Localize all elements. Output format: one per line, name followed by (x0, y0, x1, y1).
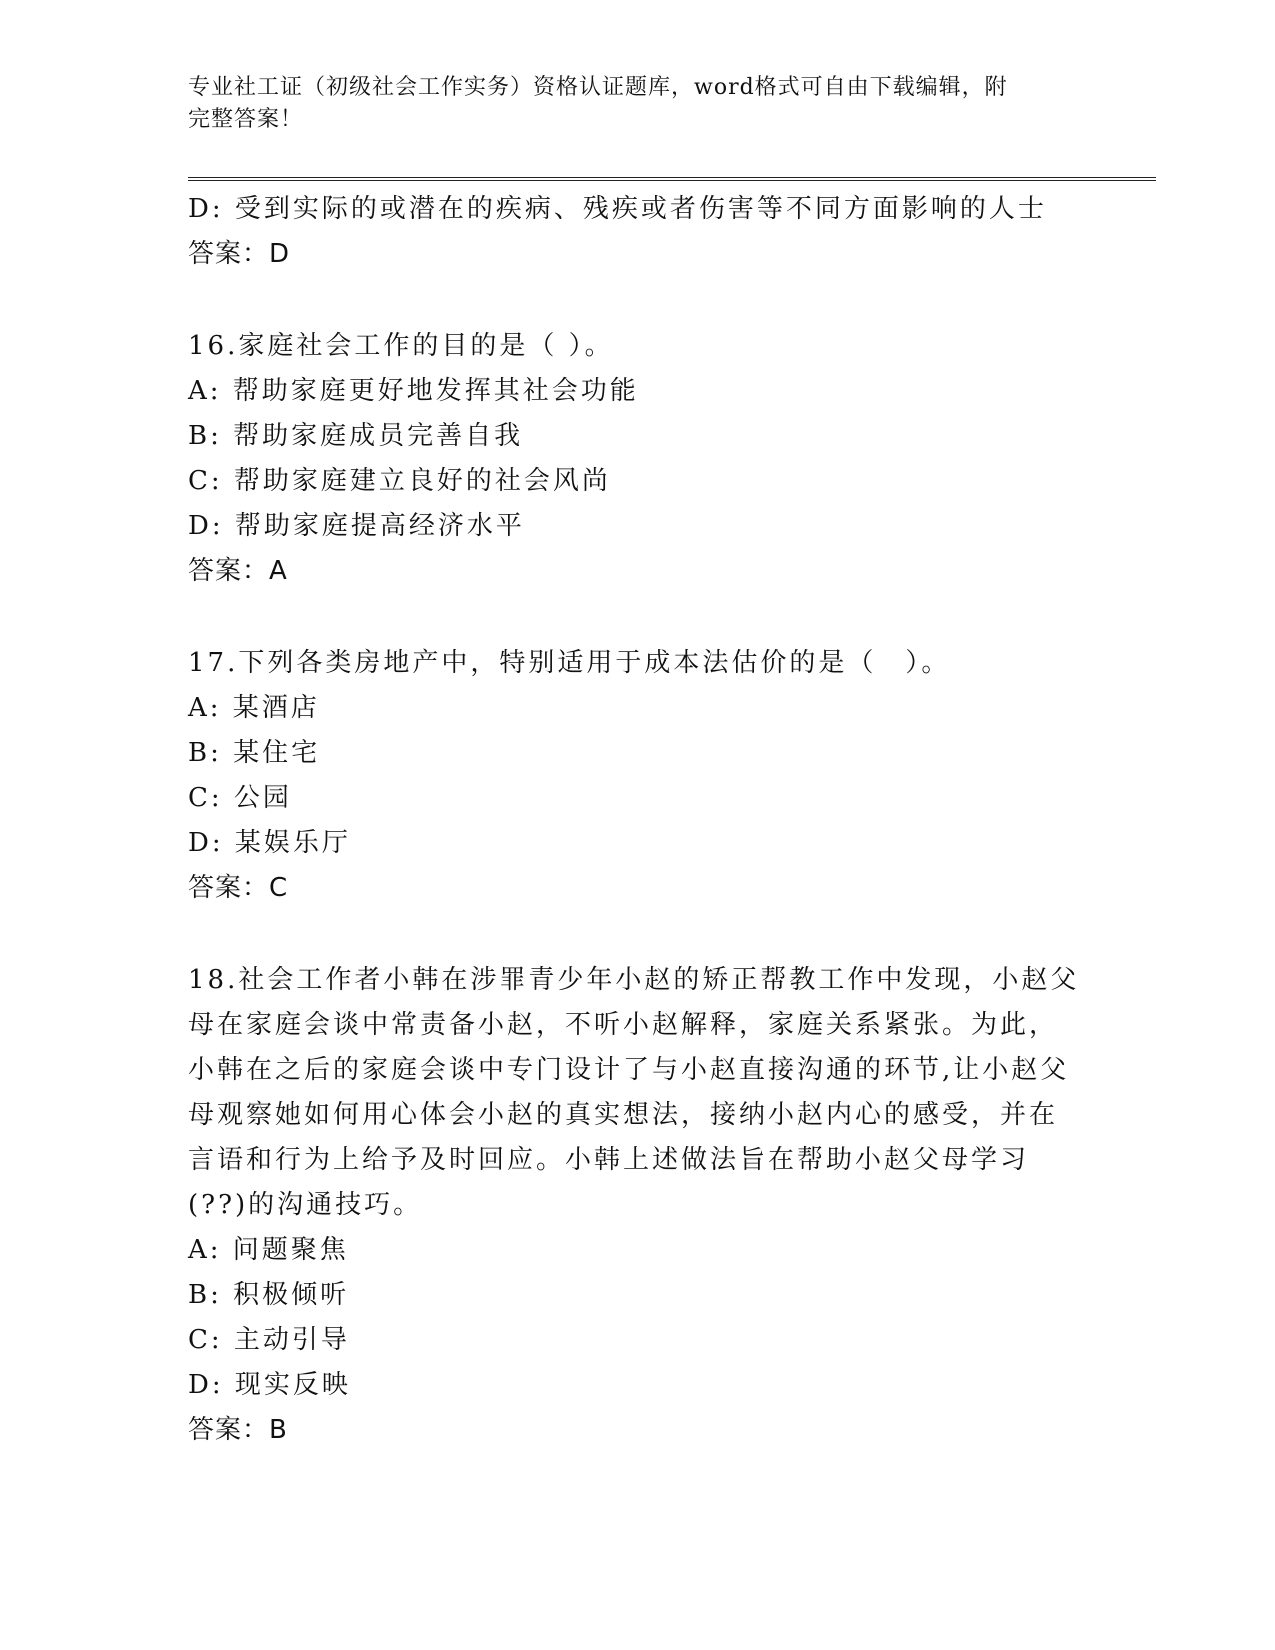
option-c: C: 公园 (188, 783, 292, 813)
option-c: C: 主动引导 (188, 1325, 350, 1355)
question-stem-line: 母观察她如何用心体会小赵的真实想法，接纳小赵内心的感受，并在 (188, 1100, 1059, 1130)
option-d: D: 受到实际的或潜在的疾病、残疾或者伤害等不同方面影响的人士 (188, 194, 1047, 224)
question-stem-line: (??)的沟通技巧。 (188, 1190, 423, 1220)
spacer (188, 594, 1088, 641)
question-18 (188, 958, 1088, 1453)
document-header (188, 72, 1068, 136)
question-stem-line: 母在家庭会谈中常责备小赵，不听小赵解释，家庭关系紧张。为此， (188, 1010, 1059, 1040)
option-d: D: 某娱乐厅 (188, 828, 351, 858)
question-stem: 16.家庭社会工作的目的是（ ）。 (188, 331, 614, 361)
option-a: A: 问题聚焦 (188, 1235, 349, 1265)
answer-line: 答案：C (188, 873, 289, 903)
option-d: D: 现实反映 (188, 1370, 351, 1400)
option-c: C: 帮助家庭建立良好的社会风尚 (188, 466, 611, 496)
option-a: A: 帮助家庭更好地发挥其社会功能 (188, 376, 639, 406)
header-title-line-2: 完整答案！ (188, 107, 304, 132)
option-b: B: 帮助家庭成员完善自我 (188, 421, 524, 451)
header-divider (188, 177, 1156, 181)
option-b: B: 某住宅 (188, 738, 321, 768)
question-17 (188, 641, 1088, 911)
spacer (188, 277, 1088, 324)
answer-line: 答案：B (188, 1415, 288, 1445)
option-a: A: 某酒店 (188, 693, 320, 723)
question-stem-line: 小韩在之后的家庭会谈中专门设计了与小赵直接沟通的环节,让小赵父 (188, 1055, 1070, 1085)
question-stem-line: 18.社会工作者小韩在涉罪青少年小赵的矫正帮教工作中发现，小赵父 (188, 965, 1080, 995)
option-b: B: 积极倾听 (188, 1280, 350, 1310)
spacer (188, 911, 1088, 958)
question-content (188, 187, 1088, 1453)
option-d: D: 帮助家庭提高经济水平 (188, 511, 525, 541)
question-stem: 17.下列各类房地产中，特别适用于成本法估价的是（ ）。 (188, 648, 951, 678)
answer-line: 答案：D (188, 239, 291, 269)
answer-line: 答案：A (188, 556, 288, 586)
continued-question (188, 187, 1088, 277)
question-stem-line: 言语和行为上给予及时回应。小韩上述做法旨在帮助小赵父母学习 (188, 1145, 1030, 1175)
header-title-line-1: 专业社工证（初级社会工作实务）资格认证题库，word格式可自由下载编辑，附 (188, 75, 1008, 100)
question-16 (188, 324, 1088, 594)
